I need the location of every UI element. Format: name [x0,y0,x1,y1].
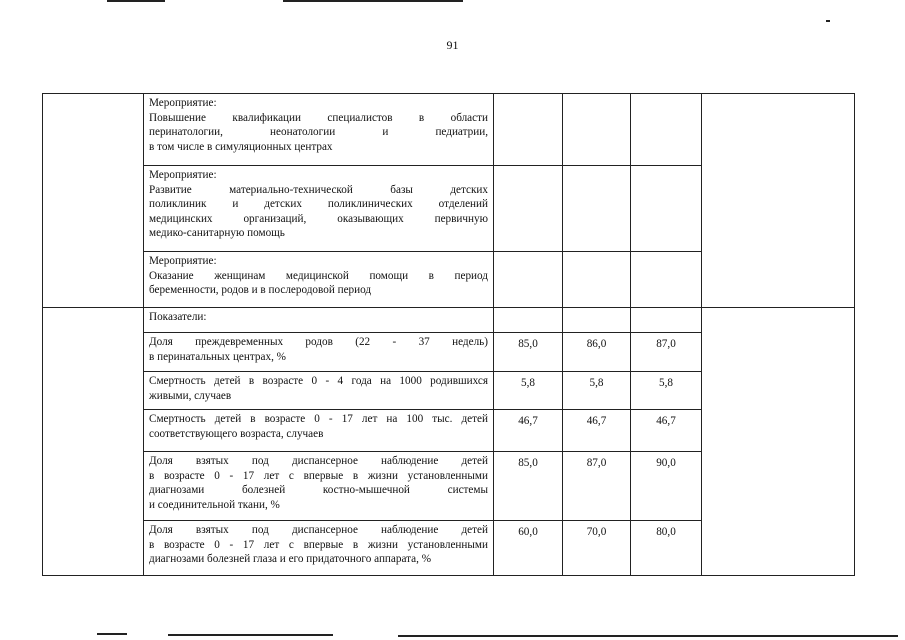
text-line: в возрасте 0 - 17 лет с впервые в жизни установленными [149,469,488,482]
text-line: Оказание женщинам медицинской помощи в период [149,269,488,282]
indicator-value-3: 5,8 [631,372,702,410]
indicator-value-2: 86,0 [563,333,631,372]
indicator-value-3: 80,0 [631,521,702,576]
activity-heading: Мероприятие: [149,169,217,181]
value-cell [494,166,563,252]
text-line: и соединительной ткани, % [149,498,280,511]
value-cell [631,252,702,308]
indicator-value-2: 70,0 [563,521,631,576]
indicator-value-1: 60,0 [494,521,563,576]
activity-description [144,166,494,252]
scan-artifact-bottom-right [398,635,898,637]
value-cell [563,308,631,333]
value-cell [494,308,563,333]
activity-description [144,94,494,166]
value-cell [563,252,631,308]
indicator-description [144,410,494,452]
empty-cell [43,308,144,576]
indicator-description [144,452,494,521]
text-line: беременности, родов и в послеродовой период [149,284,372,296]
text-line: в том числе в симуляционных центрах [149,140,333,153]
text-line: медико-санитарную помощь [149,227,285,239]
indicator-value-2: 46,7 [563,410,631,452]
indicator-value-3: 87,0 [631,333,702,372]
indicator-description [144,333,494,372]
activity-heading: Мероприятие: [149,255,217,267]
value-cell [563,94,631,166]
value-cell [563,166,631,252]
scan-artifact-top-left [107,0,165,2]
scan-artifact-top-right [826,20,830,22]
text-line: диагнозами болезней глаза и его придаточного аппарата, % [149,553,432,565]
page-number: 91 [446,38,459,52]
text-line: Смертность детей в возрасте 0 - 17 лет на 100 тыс. детей [149,413,488,425]
indicator-value-1: 85,0 [494,452,563,521]
indicators-heading: Показатели: [144,308,494,333]
text-line: Развитие материально-технической базы детских [149,183,488,196]
value-cell [631,166,702,252]
activity-row [43,94,855,166]
indicator-description [144,521,494,576]
empty-cell [43,94,144,308]
text-line: диагнозами болезней костно-мышечной системы [149,484,488,496]
text-line: перинатологии, неонатологии и педиатрии, [149,126,488,138]
empty-cell [702,308,855,576]
indicator-value-2: 87,0 [563,452,631,521]
activity-description [144,252,494,308]
text-line: соответствующего возраста, случаев [149,427,324,440]
indicator-description [144,372,494,410]
indicators-heading-row [43,308,855,333]
indicator-value-3: 90,0 [631,452,702,521]
program-table [42,93,855,576]
text-line: в возрасте 0 - 17 лет с впервые в жизни установленными [149,538,488,551]
text-line: Доля преждевременных родов (22 - 37 недель) [149,336,488,348]
activity-heading: Мероприятие: [149,97,217,109]
indicator-value-3: 46,7 [631,410,702,452]
value-cell [631,308,702,333]
text-line: Смертность детей в возрасте 0 - 4 года на 1000 родившихся [149,375,488,387]
scan-artifact-bottom-left [97,633,127,635]
text-line: Повышение квалификации специалистов в области [149,111,488,124]
text-line: медицинских организаций, оказывающих первичную [149,212,488,225]
text-line: Доля взятых под диспансерное наблюдение детей [149,455,488,467]
indicator-value-2: 5,8 [563,372,631,410]
empty-cell [702,94,855,308]
value-cell [494,252,563,308]
text-line: Доля взятых под диспансерное наблюдение детей [149,524,488,536]
indicator-value-1: 85,0 [494,333,563,372]
indicator-value-1: 46,7 [494,410,563,452]
value-cell [494,94,563,166]
text-line: поликлиник и детских поликлинических отделений [149,198,488,210]
indicator-value-1: 5,8 [494,372,563,410]
text-line: живыми, случаев [149,389,232,402]
scan-artifact-bottom-center [168,634,333,636]
scan-artifact-top-center [283,0,463,2]
text-line: в перинатальных центрах, % [149,350,286,363]
value-cell [631,94,702,166]
